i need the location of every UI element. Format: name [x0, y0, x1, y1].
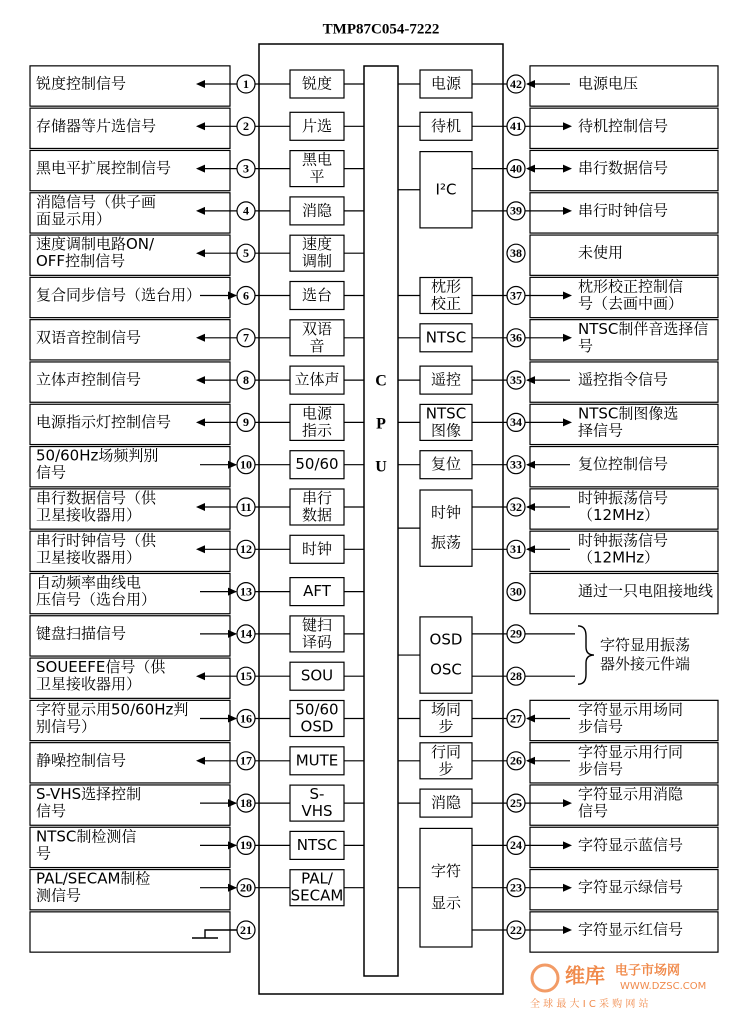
- left-block-label: 立体声: [294, 370, 340, 389]
- cpu-label: C: [375, 372, 387, 390]
- right-block-label: 待机: [430, 116, 462, 135]
- right-block-label: 枕形: [430, 277, 462, 296]
- right-block-label: 校正: [430, 294, 462, 313]
- left-pin-label: NTSC制检测信: [36, 827, 137, 846]
- arrow-in-icon: [228, 841, 237, 849]
- pin-number: 25: [510, 795, 522, 810]
- left-pin-label: 卫星接收器用）: [36, 548, 142, 567]
- left-pin-label: OFF控制信号: [36, 252, 126, 271]
- pin-number: 8: [243, 372, 249, 387]
- left-pin-label: 键盘扫描信号: [36, 624, 127, 643]
- pin-number: 40: [510, 161, 522, 176]
- watermark-url: WWW.DZSC.COM: [620, 981, 707, 992]
- left-pin-label: 串行时钟信号（供: [36, 531, 157, 550]
- left-pin-label: 存储器等片选信号: [36, 116, 157, 135]
- left-label-box: [30, 912, 230, 952]
- right-pin-label: 字符显示用消隐: [578, 785, 684, 804]
- right-block-label: I²C: [435, 180, 457, 199]
- right-block-label: 遥控: [430, 370, 462, 389]
- arrow-in-icon: [228, 461, 237, 469]
- right-pin-label: 遥控指令信号: [578, 370, 669, 389]
- right-pin-label: 电源电压: [578, 74, 639, 93]
- left-block-label: 50/60: [295, 455, 339, 474]
- arrow-out-icon: [196, 122, 205, 130]
- right-block-label: 复位: [430, 455, 462, 474]
- left-pin-label: 自动频率曲线电: [36, 573, 142, 592]
- right-pin-label: 串行数据信号: [578, 159, 669, 178]
- right-pin-label: 步信号: [578, 759, 624, 778]
- right-label-box: [530, 235, 718, 275]
- arrow-in-icon: [228, 799, 237, 807]
- pin-number: 18: [240, 795, 252, 810]
- right-function-block: [420, 828, 472, 947]
- left-block-label: 速度: [301, 235, 333, 254]
- left-block-label: 数据: [301, 506, 333, 524]
- left-pin-label: S-VHS选择控制: [36, 785, 142, 804]
- right-block-label: 电源: [430, 74, 462, 93]
- pin-number: 23: [510, 880, 522, 895]
- left-block-label: 黑电: [301, 150, 333, 169]
- left-pin-label: 双语音控制信号: [36, 328, 142, 347]
- right-pin-label: 号（去画中画）: [578, 294, 684, 313]
- arrow-in-icon: [228, 292, 237, 300]
- right-pin-label: NTSC制伴音选择信: [578, 319, 709, 338]
- right-block-label: NTSC: [425, 404, 467, 423]
- arrow-out-icon: [563, 334, 572, 342]
- right-block-label: 消隐: [430, 793, 462, 812]
- brace-label: 器外接元件端: [600, 655, 691, 674]
- right-pin-label: 字符显示用场同: [578, 700, 684, 719]
- arrow-in-icon: [228, 884, 237, 892]
- pin-number: 10: [240, 457, 252, 472]
- left-block-label: 串行: [301, 489, 333, 507]
- right-pin-label: （12MHz）: [578, 548, 660, 567]
- right-pin-label: 字符显示绿信号: [578, 878, 684, 897]
- brace-label: 字符显用振荡: [600, 636, 691, 655]
- arrow-out-icon: [196, 249, 205, 257]
- pin-number: 31: [510, 542, 522, 557]
- pin-number: 38: [510, 245, 522, 260]
- left-block-label: 消隐: [301, 201, 333, 220]
- right-block-label: OSD: [429, 630, 463, 649]
- left-pin-label: 卫星接收器用）: [36, 675, 142, 694]
- left-block-label: 平: [309, 167, 325, 186]
- pin-number: 4: [243, 203, 249, 218]
- arrow-out-icon: [196, 376, 205, 384]
- right-block-label: 图像: [430, 421, 462, 440]
- arrow-in-icon: [228, 630, 237, 638]
- left-pin-label: 测信号: [36, 886, 82, 905]
- chip-title: TMP87C054-7222: [322, 21, 440, 38]
- pin-number: 20: [240, 880, 252, 895]
- left-block-label: SOU: [300, 666, 334, 685]
- pin-number: 5: [243, 245, 249, 260]
- pin-number: 32: [510, 499, 522, 514]
- left-block-label: 选台: [301, 286, 333, 304]
- left-pin-label: 黑电平扩展控制信号: [36, 159, 172, 178]
- arrow-out-icon: [196, 165, 205, 173]
- left-pin-label: 立体声控制信号: [36, 370, 142, 389]
- right-pin-label: 择信号: [578, 421, 624, 440]
- pin-number: 16: [240, 711, 252, 726]
- arrow-out-icon: [563, 799, 572, 807]
- right-pin-label: 串行时钟信号: [578, 201, 669, 220]
- right-pin-label: 复位控制信号: [578, 455, 669, 474]
- arrow-in-icon: [228, 588, 237, 596]
- pin-number: 41: [510, 119, 522, 134]
- pin-number: 12: [240, 542, 252, 557]
- left-block-label: 50/60: [295, 700, 339, 719]
- right-block-label: 步: [438, 759, 454, 778]
- right-pin-label: 号: [578, 336, 594, 355]
- pin-number: 13: [240, 584, 252, 599]
- arrow-out-icon: [563, 165, 572, 173]
- left-pin-label: 压信号（选台用）: [36, 590, 157, 609]
- pin-number: 21: [240, 922, 252, 937]
- right-pin-label: 时钟振荡信号: [578, 531, 669, 550]
- left-block-label: 双语: [301, 319, 333, 338]
- pin-number: 35: [510, 372, 522, 387]
- right-pin-label: 未使用: [578, 243, 624, 262]
- cpu-bar: [364, 66, 398, 976]
- left-pin-label: 速度调制电路ON/: [36, 235, 155, 254]
- right-pin-label: 信号: [578, 802, 609, 821]
- right-pin-label: 字符显示蓝信号: [578, 835, 684, 854]
- left-pin-label: 字符显示用50/60Hz判: [36, 700, 189, 719]
- right-block-label: 行同: [430, 742, 462, 761]
- pin-number: 2: [243, 119, 249, 134]
- left-pin-label: 串行数据信号（供: [36, 489, 157, 507]
- pin-number: 9: [243, 415, 249, 430]
- pin-number: 37: [510, 288, 522, 303]
- arrow-out-icon: [196, 757, 205, 765]
- pin-number: 22: [510, 922, 522, 937]
- left-block-label: 指示: [301, 421, 333, 440]
- pin-number: 29: [510, 626, 522, 641]
- watermark-logo-text: 维库: [565, 963, 605, 988]
- left-block-label: 译码: [301, 632, 333, 651]
- left-block-label: 键扫: [301, 615, 333, 634]
- arrow-out-icon: [563, 926, 572, 934]
- watermark-sub: 电子市场网: [615, 963, 681, 979]
- right-block-label: 显示: [430, 894, 462, 913]
- pin-number: 42: [510, 76, 522, 91]
- arrow-out-icon: [196, 418, 205, 426]
- arrow-out-icon: [563, 418, 572, 426]
- pin-number: 26: [510, 753, 522, 768]
- right-pin-label: 通过一只电阻接地线: [578, 582, 714, 601]
- arrow-out-icon: [563, 122, 572, 130]
- left-block-label: 调制: [301, 252, 333, 271]
- right-block-label: 振荡: [430, 533, 462, 552]
- arrow-out-icon: [563, 207, 572, 215]
- right-pin-label: NTSC制图像选: [578, 404, 679, 423]
- right-block-label: 场同: [430, 700, 462, 719]
- left-pin-label: 复合同步信号（选台用）: [36, 286, 202, 304]
- left-pin-label: 消隐信号（供子画: [36, 192, 157, 211]
- left-pin-label: PAL/SECAM制检: [36, 869, 151, 888]
- left-block-label: PAL/: [301, 869, 333, 888]
- left-block-label: AFT: [303, 582, 331, 601]
- left-pin-label: 电源指示灯控制信号: [36, 412, 172, 431]
- right-pin-label: 时钟振荡信号: [578, 489, 669, 507]
- left-block-label: 电源: [301, 404, 333, 423]
- left-pin-label: 锐度控制信号: [36, 74, 127, 93]
- pin-number: 28: [510, 668, 522, 683]
- right-block-label: 字符: [430, 862, 462, 881]
- left-block-label: 音: [309, 336, 325, 355]
- arrow-out-icon: [196, 672, 205, 680]
- pin-number: 7: [243, 330, 249, 345]
- pin-number: 14: [240, 626, 252, 641]
- left-pin-label: 面显示用）: [36, 209, 112, 228]
- right-function-block: [420, 490, 472, 566]
- arrow-out-icon: [196, 334, 205, 342]
- left-block-label: SECAM: [290, 886, 344, 905]
- watermark-logo-icon: [532, 965, 558, 991]
- arrow-out-icon: [563, 292, 572, 300]
- left-pin-label: 静噪控制信号: [36, 751, 127, 770]
- arrow-out-icon: [196, 503, 205, 511]
- right-pin-label: 枕形校正控制信: [578, 277, 684, 296]
- pin-number: 1: [243, 76, 249, 91]
- left-block-label: VHS: [301, 802, 333, 821]
- brace-icon: [578, 626, 594, 684]
- arrow-in-icon: [228, 715, 237, 723]
- pin-number: 30: [510, 584, 522, 599]
- left-pin-label: SOUEEFE信号（供: [36, 658, 166, 677]
- left-block-label: OSD: [300, 717, 334, 736]
- right-block-label: 步: [438, 717, 454, 736]
- pin-number: 33: [510, 457, 522, 472]
- left-block-label: 锐度: [301, 74, 333, 93]
- pin-number: 39: [510, 203, 522, 218]
- pin-number: 36: [510, 330, 522, 345]
- left-block-label: 片选: [301, 116, 333, 135]
- right-pin-label: （12MHz）: [578, 506, 660, 524]
- pin-number: 17: [240, 753, 252, 768]
- left-pin-label: 信号: [36, 802, 67, 821]
- left-pin-label: 别信号）: [36, 717, 97, 736]
- pin-number: 3: [243, 161, 249, 176]
- left-pin-label: 50/60Hz场频判别: [36, 446, 159, 465]
- arrow-out-icon: [563, 841, 572, 849]
- left-block-label: 时钟: [301, 539, 333, 558]
- right-block-label: NTSC: [425, 328, 467, 347]
- arrow-out-icon: [196, 80, 205, 88]
- right-pin-label: 步信号: [578, 717, 624, 736]
- left-block-label: MUTE: [295, 751, 339, 770]
- pin-number: 15: [240, 668, 252, 683]
- pin-number: 34: [510, 415, 522, 430]
- arrow-out-icon: [563, 884, 572, 892]
- left-block-label: S-: [309, 785, 325, 804]
- pin-number: 6: [243, 288, 249, 303]
- right-pin-label: 字符显示红信号: [578, 920, 684, 939]
- cpu-label: P: [376, 415, 386, 433]
- watermark-slogan: 全 球 最 大 I C 采 购 网 站: [530, 999, 649, 1010]
- left-pin-label: 卫星接收器用）: [36, 506, 142, 524]
- right-block-label: 时钟: [430, 503, 462, 522]
- cpu-label: U: [375, 458, 387, 476]
- right-function-block: [420, 617, 472, 693]
- left-pin-label: 号: [36, 844, 52, 863]
- arrow-out-icon: [196, 545, 205, 553]
- arrow-out-icon: [196, 207, 205, 215]
- right-block-label: OSC: [430, 660, 462, 679]
- pin-number: 27: [510, 711, 522, 726]
- pin-number: 19: [240, 838, 252, 853]
- pin-number: 24: [510, 838, 522, 853]
- pin-number: 11: [240, 499, 252, 514]
- right-pin-label: 待机控制信号: [578, 116, 669, 135]
- left-pin-label: 信号: [36, 463, 67, 482]
- right-pin-label: 字符显示用行同: [578, 742, 684, 761]
- left-block-label: NTSC: [296, 835, 338, 854]
